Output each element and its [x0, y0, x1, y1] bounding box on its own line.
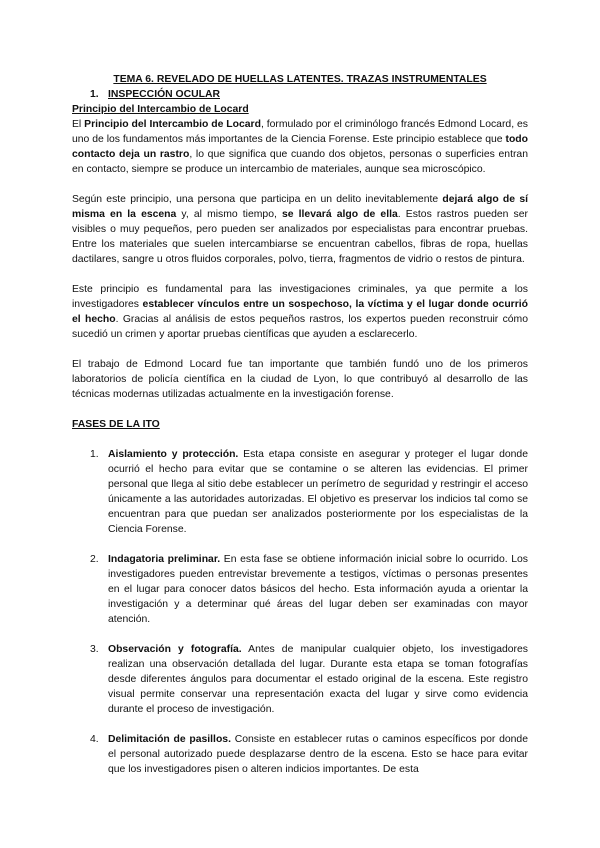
paragraph-4: El trabajo de Edmond Locard fue tan importante que también fundó uno de los primeros laboratorios de policía científica en la ciudad de Lyon, lo que contribuyó al desarrollo de las técnicas modernas utilizadas actualmente en la investigación forense. [72, 359, 528, 400]
list-number: 4. [90, 734, 99, 745]
list-number: 3. [90, 644, 99, 655]
section-number: 1. [90, 89, 99, 100]
list-item-text: Consiste en establecer rutas o caminos específicos por donde el personal autorizado puede desplazarse dentro de la escena. Esto se hace para evitar que los investigadores pisen o alteren indicios importantes. De esta [108, 734, 528, 775]
document-page [72, 72, 528, 792]
list-item [72, 447, 528, 537]
p2-text-a: Según este principio, una persona que participa en un delito inevitablemente [72, 194, 443, 205]
p1-bold-b: Principio del Intercambio de Locard [84, 119, 261, 130]
section-label: INSPECCIÓN OCULAR [108, 89, 220, 100]
list-item [72, 642, 528, 717]
p2-text-e: . Estos rastros pueden ser visibles o muy pequeños, pero pueden ser analizados por especialistas para encontrar pruebas. Entre los materiales que suelen intercambiarse se encuentran cabellos, fibras de ropa, huellas dactilares, sangre u otros fluidos corporales, polvo, tierra, fragmentos de vidrio o restos de pintura. [72, 209, 528, 265]
list-item [72, 552, 528, 627]
fases-list [72, 447, 528, 777]
p3-text-c: . Gracias al análisis de estos pequeños rastros, los expertos pueden reconstruir cómo sucedió un crimen y aportar pruebas científicas que ayuden a esclarecerlo. [72, 314, 528, 340]
list-item-title: Indagatoria preliminar. [108, 554, 221, 565]
list-item-title: Delimitación de pasillos. [108, 734, 231, 745]
list-item [72, 732, 528, 777]
p2-text-c: y, al mismo tiempo, [176, 209, 282, 220]
p1-text-c: , formulado por el criminólogo francés Edmond Locard, es uno de los fundamentos más importantes de la Ciencia Forense. Este principio establece que [72, 119, 528, 145]
fases-heading: FASES DE LA ITO [72, 419, 160, 430]
paragraph-3 [72, 282, 528, 342]
p2-bold-d: se llevará algo de ella [281, 209, 398, 220]
paragraph-1 [72, 117, 528, 177]
list-item-text: En esta fase se obtiene información inicial sobre lo ocurrido. Los investigadores pueden entrevistar brevemente a testigos, víctimas o personas presentes en el lugar para conocer datos básicos del hecho. Esta información ayuda a orientar la investigación y a determinar qué áreas del lugar deben ser examinadas con mayor atención. [108, 554, 528, 625]
p1-text-e: , lo que significa que cuando dos objetos, personas o superficies entran en contacto, siempre se produce un intercambio de materiales, aunque sea microscópico. [72, 149, 528, 175]
list-number: 1. [90, 449, 99, 460]
p3-bold-b: establecer vínculos entre un sospechoso, la víctima y el lugar donde ocurrió el hecho [72, 299, 528, 325]
list-item-title: Aislamiento y protección. [108, 449, 239, 460]
p1-text-a: El [72, 119, 85, 130]
paragraph-2 [72, 192, 528, 267]
subheading: Principio del Intercambio de Locard [72, 104, 249, 115]
list-item-text: Antes de manipular cualquier objeto, los investigadores realizan una observación detallada del lugar. Durante esta etapa se toman fotografías desde diferentes ángulos para documentar el estado original de la escena. Este registro visual permite conservar una representación exacta del lugar y sirve como evidencia durante el proceso de investigación. [108, 644, 528, 715]
list-item-title: Observación y fotografía. [108, 644, 242, 655]
p3-text-a: Este principio es fundamental para las investigaciones criminales, ya que permite a los investigadores [72, 284, 528, 310]
document-title: TEMA 6. REVELADO DE HUELLAS LATENTES. TRAZAS INSTRUMENTALES [113, 74, 487, 85]
section-heading [90, 87, 528, 102]
list-item-text: Esta etapa consiste en asegurar y proteger el lugar donde ocurrió el hecho para evitar que se contamine o se alteren las evidencias. El primer personal que llega al sitio debe establecer un perímetro de seguridad y restringir el acceso únicamente a las autoridades autorizadas. El objetivo es preservar los indicios tal como se encuentran para que puedan ser analizados posteriormente por los especialistas de la Ciencia Forense. [108, 449, 528, 535]
p2-bold-b: dejará algo de sí misma en la escena [72, 194, 528, 220]
list-number: 2. [90, 554, 99, 565]
p1-bold-d: todo contacto deja un rastro [72, 134, 528, 160]
